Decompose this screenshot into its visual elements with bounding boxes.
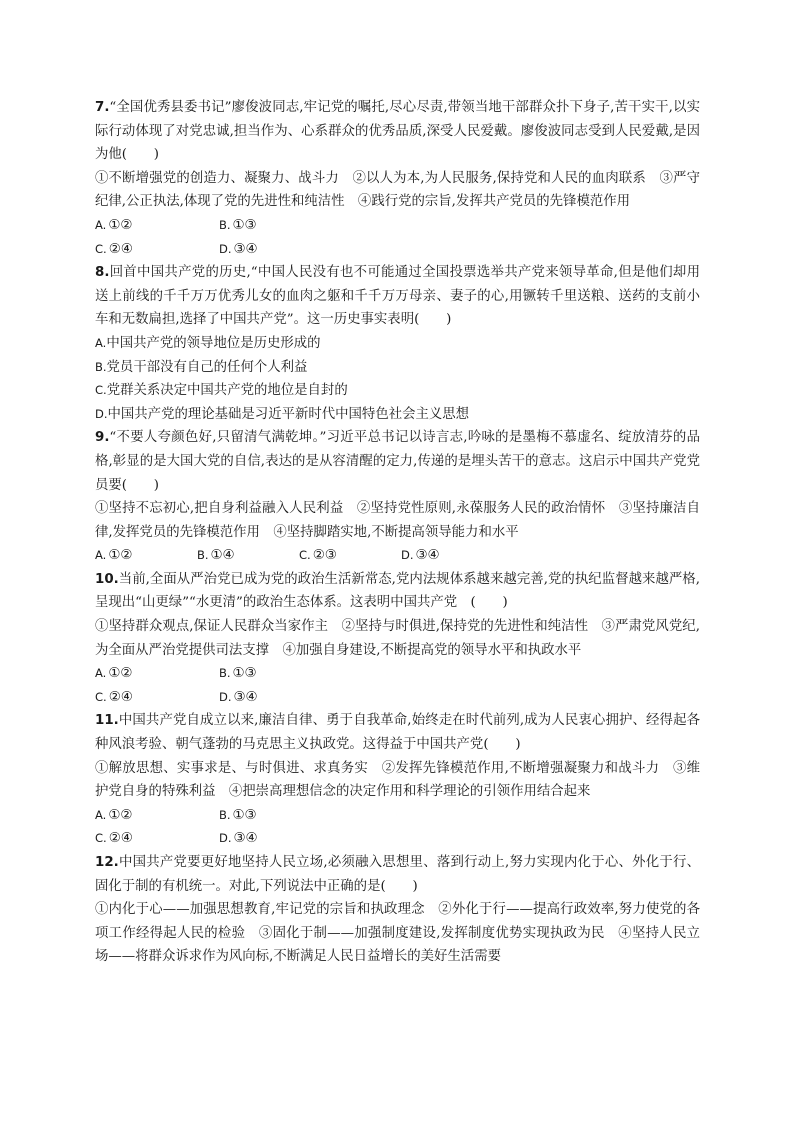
question-7-choices-row-1: [95, 214, 700, 238]
question-12-statements: ①内化于心——加强思想教育,牢记党的宗旨和执政理念 ②外化于行——提高行政效率,努力使党的各项工作经得起人民的检验 ③固化于制——加强制度建设,发挥制度优势实现执政为民 ④坚持人民立场——将群众诉求作为风向标,不断满足人民日益增长的美好生活需要: [95, 902, 700, 965]
question-8-option-c[interactable]: C.党群关系决定中国共产党的地位是自封的: [95, 383, 348, 399]
question-9-choice-a[interactable]: A. ①②: [95, 548, 133, 564]
question-12: [95, 851, 700, 969]
question-7-stem: [95, 96, 700, 167]
question-8: [95, 261, 700, 426]
question-11-choices-row-2: [95, 827, 700, 851]
question-12-stem: [95, 851, 700, 898]
question-8-option-d[interactable]: D.中国共产党的理论基础是习近平新时代中国特色社会主义思想: [95, 406, 470, 422]
question-8-option-b[interactable]: B.党员干部没有自己的任何个人利益: [95, 359, 308, 375]
question-11-text: 中国共产党自成立以来,廉洁自律、勇于自我革命,始终走在时代前列,成为人民衷心拥护、经得起各种风浪考验、朝气蓬勃的马克思主义执政党。这得益于中国共产党( ): [95, 713, 700, 753]
question-11-stem: [95, 709, 700, 756]
question-11-choice-a[interactable]: A. ①②: [95, 807, 133, 823]
question-9-stem: [95, 426, 700, 497]
question-8-text: 回首中国共产党的历史,“中国人民没有也不可能通过全国投票选举共产党来领导革命,但是他们却用送上前线的千千万万优秀儿女的血肉之躯和千千万万母亲、妻子的心,用镢转千里送粮、送药的支前小车和无数扁担,选择了中国共产党”。这一历史事实表明( ): [95, 265, 700, 328]
question-10-choice-b[interactable]: B. ①③: [219, 666, 257, 682]
question-8-stem: [95, 261, 700, 332]
question-7-choice-a[interactable]: A. ①②: [95, 217, 133, 233]
question-9: [95, 426, 700, 568]
question-10-choices-row-2: [95, 686, 700, 710]
question-7-text: “全国优秀县委书记”廖俊波同志,牢记党的嘱托,尽心尽责,带领当地干部群众扑下身子,苦干实干,以实际行动体现了对党忠诚,担当作为、心系群众的优秀品质,深受人民爱戴。廖俊波同志受到人民爱戴,是因为他( ): [95, 100, 700, 163]
question-9-choices-row: [95, 544, 700, 568]
question-7-choice-b[interactable]: B. ①③: [219, 217, 257, 233]
question-10-choices-row-1: [95, 662, 700, 686]
question-12-number: 12.: [95, 855, 119, 870]
question-11-statements: ①解放思想、实事求是、与时俱进、求真务实 ②发挥先锋模范作用,不断增强凝聚力和战斗力 ③维护党自身的特殊利益 ④把崇高理想信念的决定作用和科学理论的引领作用结合起来: [95, 760, 700, 800]
question-8-number: 8.: [95, 265, 110, 281]
question-7-number: 7.: [95, 100, 110, 115]
exam-page: [95, 96, 700, 969]
question-10: [95, 568, 700, 710]
question-7: [95, 96, 700, 261]
question-9-text: “不要人夸颜色好,只留清气满乾坤。”习近平总书记以诗言志,吟咏的是墨梅不慕虚名、绽放清芬的品格,彰显的是大国大党的自信,表达的是从容清醒的定力,传递的是埋头苦干的意志。这启示中国共产党党员要( ): [95, 430, 700, 493]
question-9-choice-d[interactable]: D. ③④: [401, 548, 440, 564]
question-10-choice-d[interactable]: D. ③④: [219, 689, 258, 705]
question-7-choice-c[interactable]: C. ②④: [95, 241, 133, 257]
question-9-choice-c[interactable]: C. ②③: [299, 548, 337, 564]
question-7-choice-d[interactable]: D. ③④: [219, 241, 258, 257]
question-10-choice-a[interactable]: A. ①②: [95, 666, 133, 682]
question-9-number: 9.: [95, 430, 110, 446]
question-11-choice-c[interactable]: C. ②④: [95, 831, 133, 847]
question-9-choice-b[interactable]: B. ①④: [197, 548, 235, 564]
question-11-number: 11.: [95, 713, 119, 729]
question-11-choice-b[interactable]: B. ①③: [219, 807, 257, 823]
question-10-choice-c[interactable]: C. ②④: [95, 689, 133, 705]
question-8-option-a[interactable]: A.中国共产党的领导地位是历史形成的: [95, 335, 321, 351]
question-10-stem: [95, 568, 700, 615]
question-11-choice-d[interactable]: D. ③④: [219, 831, 258, 847]
question-7-statements: ①不断增强党的创造力、凝聚力、战斗力 ②以人为本,为人民服务,保持党和人民的血肉联系 ③严守纪律,公正执法,体现了党的先进性和纯洁性 ④践行党的宗旨,发挥共产党员的先锋模范作用: [95, 170, 700, 210]
question-9-statements: ①坚持不忘初心,把自身利益融入人民利益 ②坚持党性原则,永葆服务人民的政治情怀 ③坚持廉洁自律,发挥党员的先锋模范作用 ④坚持脚踏实地,不断提高领导能力和水平: [95, 501, 700, 540]
question-11: [95, 709, 700, 851]
question-10-text: 当前,全面从严治党已成为党的政治生活新常态,党内法规体系越来越完善,党的执纪监督越来越严格,呈现出“山更绿”“水更清”的政治生态体系。这表明中国共产党 ( ): [95, 571, 700, 611]
question-11-choices-row-1: [95, 804, 700, 828]
question-10-number: 10.: [95, 571, 119, 587]
question-12-text: 中国共产党要更好地坚持人民立场,必须融入思想里、落到行动上,努力实现内化于心、外化于行、固化于制的有机统一。对此,下列说法中正确的是( ): [95, 855, 700, 894]
question-10-statements: ①坚持群众观点,保证人民群众当家作主 ②坚持与时俱进,保持党的先进性和纯洁性 ③严肃党风党纪,为全面从严治党提供司法支撑 ④加强自身建设,不断提高党的领导水平和执政水平: [95, 619, 700, 658]
question-7-choices-row-2: [95, 238, 700, 262]
